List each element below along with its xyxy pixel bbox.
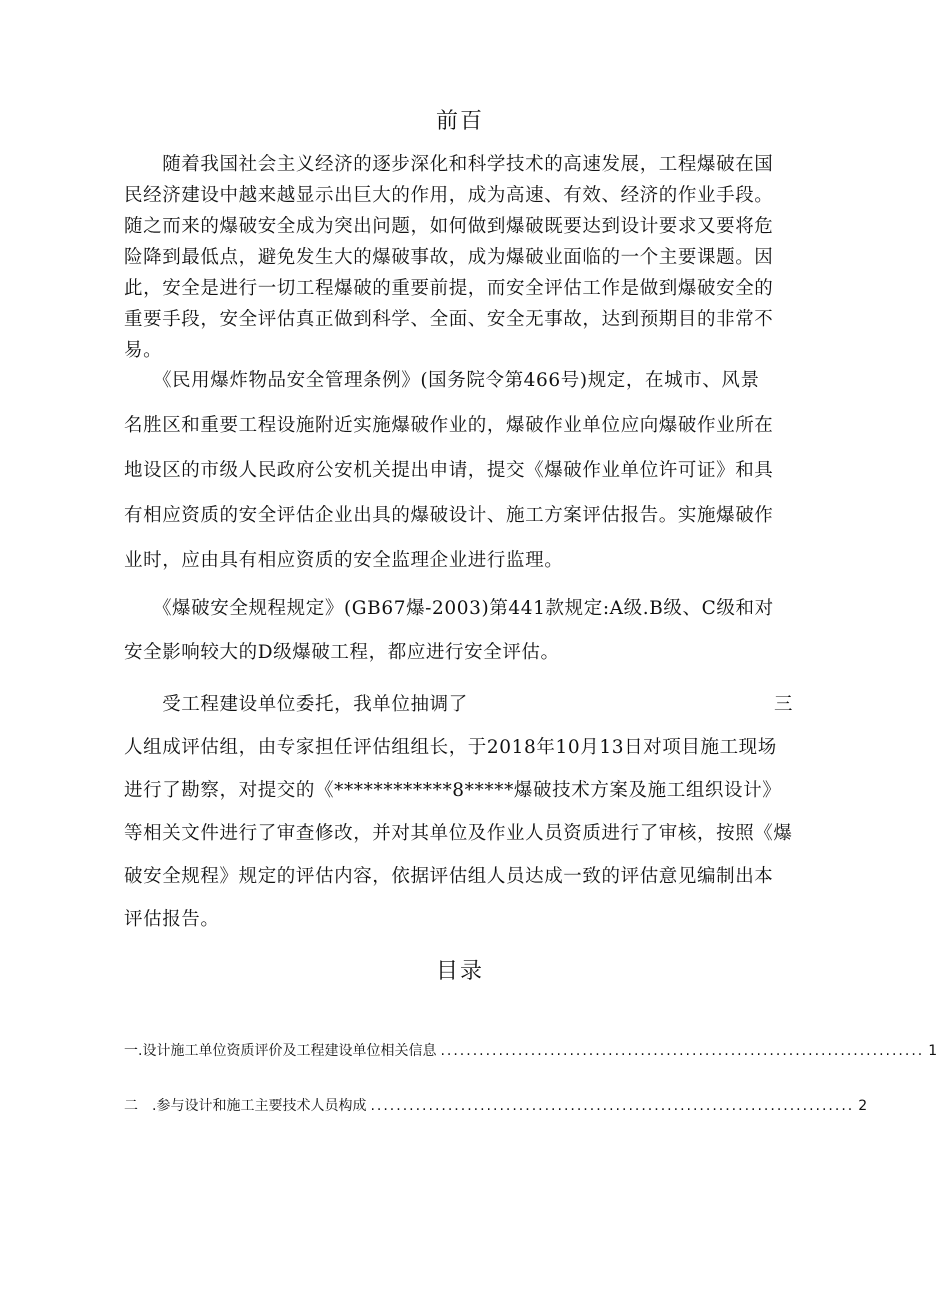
toc-entry-1[interactable] <box>124 1040 937 1060</box>
paragraph-line: 有相应资质的安全评估企业出具的爆破设计、施工方案评估报告。实施爆破作 <box>124 505 774 526</box>
toc-entry-2[interactable] <box>124 1095 868 1115</box>
paragraph-line: 随之而来的爆破安全成为突出问题，如何做到爆破既要达到设计要求又要将危 <box>124 216 774 237</box>
paragraph-line: 安全影响较大的D级爆破工程，都应进行安全评估。 <box>124 642 560 663</box>
paragraph-line: 等相关文件进行了审查修改，并对其单位及作业人员资质进行了审核，按照《爆 <box>124 823 793 844</box>
paragraph-line: 地设区的市级人民政府公安机关提出申请，提交《爆破作业单位许可证》和具 <box>124 460 774 481</box>
paragraph-fragment: 三 <box>774 694 794 715</box>
toc-title: 目录 <box>435 959 484 984</box>
paragraph-line: 破安全规程》规定的评估内容，依据评估组人员达成一致的评估意见编制出本 <box>124 866 774 887</box>
paragraph-line: 进行了勘察，对提交的《************8*****爆破技术方案及施工组织设计》 <box>124 780 782 801</box>
paragraph-line: 随着我国社会主义经济的逐步深化和科学技术的高速发展，工程爆破在国 <box>124 154 774 175</box>
toc-leader-dots: ........................................................................... <box>370 1098 855 1114</box>
paragraph-line: 评估报告。 <box>124 909 220 930</box>
paragraph-line: 业时，应由具有相应资质的安全监理企业进行监理。 <box>124 550 564 571</box>
toc-leader-dots: ........................................................................... <box>440 1043 925 1059</box>
toc-page-number: 2 <box>858 1098 868 1114</box>
paragraph-line: 人组成评估组，由专家担任评估组组长，于2018年10月13日对项目施工现场 <box>124 737 777 758</box>
toc-page-number: 1 <box>928 1043 937 1059</box>
paragraph-line: 《爆破安全规程规定》(GB67爆-2003)第441款规定:A级.B级、C级和对 <box>124 598 774 619</box>
paragraph-line: 受工程建设单位委托，我单位抽调了 <box>124 694 468 715</box>
paragraph-line: 易。 <box>124 340 163 361</box>
paragraph-line: 此，安全是进行一切工程爆破的重要前提，而安全评估工作是做到爆破安全的 <box>124 278 774 299</box>
toc-entry-label: 二 .参与设计和施工主要技术人员构成 <box>124 1098 367 1114</box>
paragraph-line: 险降到最低点，避免发生大的爆破事故，成为爆破业面临的一个主要课题。因 <box>124 247 774 268</box>
paragraph-line: 名胜区和重要工程设施附近实施爆破作业的，爆破作业单位应向爆破作业所在 <box>124 415 774 436</box>
paragraph-line: 《民用爆炸物品安全管理条例》(国务院令第466号)规定，在城市、风景 <box>124 370 760 391</box>
preface-title: 前百 <box>435 109 484 134</box>
paragraph-line: 重要手段，安全评估真正做到科学、全面、安全无事故，达到预期目的非常不 <box>124 309 774 330</box>
toc-entry-label: 一.设计施工单位资质评价及工程建设单位相关信息 <box>124 1043 437 1059</box>
paragraph-line: 民经济建设中越来越显示出巨大的作用，成为高速、有效、经济的作业手段。 <box>124 185 774 206</box>
